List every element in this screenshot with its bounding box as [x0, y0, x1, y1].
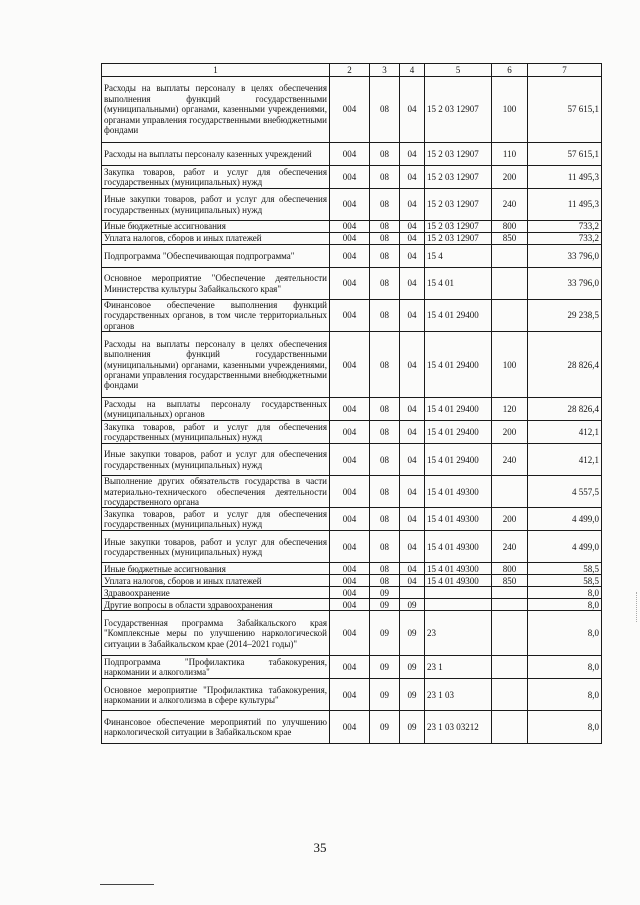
cell-grbs: 004: [330, 143, 370, 166]
table-row: [102, 189, 602, 221]
cell-grbs: 004: [330, 711, 370, 744]
cell-expense-type: 240: [492, 531, 528, 563]
cell-subsection: 04: [400, 476, 425, 508]
cell-name: Другие вопросы в области здравоохранения: [102, 599, 330, 611]
cell-expense-type: 200: [492, 166, 528, 189]
cell-section: 08: [370, 221, 400, 233]
cell-section: 09: [370, 656, 400, 679]
cell-section: 08: [370, 575, 400, 587]
cell-expense-type: 110: [492, 143, 528, 166]
cell-subsection: 04: [400, 531, 425, 563]
cell-subsection: 04: [400, 233, 425, 245]
page-number: 35: [313, 840, 327, 855]
cell-subsection: 09: [400, 711, 425, 744]
table-row: [102, 233, 602, 245]
cell-expense-type: 100: [492, 332, 528, 398]
cell-name: Основное мероприятие "Обеспечение деятельности Министерства культуры Забайкальского края": [102, 268, 330, 300]
cell-target-code: 23: [425, 611, 492, 656]
cell-name: Иные закупки товаров, работ и услуг для обеспечения государственных (муниципальных) нужд: [102, 189, 330, 221]
cell-expense-type: 200: [492, 508, 528, 531]
cell-grbs: 004: [330, 611, 370, 656]
cell-name: Закупка товаров, работ и услуг для обеспечения государственных (муниципальных) нужд: [102, 421, 330, 444]
cell-name: Иные бюджетные ассигнования: [102, 563, 330, 575]
cell-subsection: 04: [400, 421, 425, 444]
margin-mark: [636, 592, 637, 622]
cell-name: Уплата налогов, сборов и иных платежей: [102, 233, 330, 245]
cell-section: 09: [370, 679, 400, 711]
cell-target-code: 15 2 03 12907: [425, 189, 492, 221]
cell-expense-type: 850: [492, 575, 528, 587]
cell-section: 08: [370, 563, 400, 575]
cell-target-code: 15 2 03 12907: [425, 233, 492, 245]
table-row: [102, 476, 602, 508]
table-row: [102, 221, 602, 233]
cell-expense-type: 800: [492, 563, 528, 575]
cell-target-code: 15 2 03 12907: [425, 221, 492, 233]
cell-expense-type: [492, 679, 528, 711]
table-row: [102, 421, 602, 444]
cell-name: Расходы на выплаты персоналу государственных (муниципальных) органов: [102, 398, 330, 421]
cell-grbs: 004: [330, 398, 370, 421]
cell-subsection: 04: [400, 221, 425, 233]
cell-subsection: 04: [400, 563, 425, 575]
cell-amount: 4 499,0: [528, 508, 602, 531]
cell-grbs: 004: [330, 166, 370, 189]
cell-subsection: 04: [400, 143, 425, 166]
cell-target-code: 15 4 01 29400: [425, 300, 492, 332]
cell-target-code: 23 1: [425, 656, 492, 679]
table-row: [102, 563, 602, 575]
cell-amount: 58,5: [528, 563, 602, 575]
table-row: [102, 398, 602, 421]
cell-section: 08: [370, 245, 400, 268]
cell-amount: 4 557,5: [528, 476, 602, 508]
table-row: [102, 245, 602, 268]
table-row: [102, 143, 602, 166]
cell-expense-type: [492, 245, 528, 268]
cell-target-code: 15 4 01 29400: [425, 421, 492, 444]
cell-grbs: 004: [330, 444, 370, 476]
cell-section: 08: [370, 421, 400, 444]
cell-target-code: 23 1 03 03212: [425, 711, 492, 744]
cell-expense-type: [492, 300, 528, 332]
column-header: 3: [370, 64, 400, 77]
cell-name: Закупка товаров, работ и услуг для обеспечения государственных (муниципальных) нужд: [102, 508, 330, 531]
cell-name: Иные закупки товаров, работ и услуг для обеспечения государственных (муниципальных) нужд: [102, 531, 330, 563]
cell-expense-type: [492, 587, 528, 599]
cell-amount: 29 238,5: [528, 300, 602, 332]
table-row: [102, 656, 602, 679]
footer-rule: [100, 884, 154, 885]
cell-subsection: 04: [400, 575, 425, 587]
cell-expense-type: 240: [492, 189, 528, 221]
cell-amount: 8,0: [528, 587, 602, 599]
cell-grbs: 004: [330, 575, 370, 587]
table-body: [102, 77, 602, 744]
cell-subsection: 04: [400, 444, 425, 476]
cell-name: Подпрограмма "Профилактика табакокурения, наркомании и алкоголизма": [102, 656, 330, 679]
cell-section: 08: [370, 166, 400, 189]
cell-expense-type: 240: [492, 444, 528, 476]
cell-section: 08: [370, 531, 400, 563]
column-header: 7: [528, 64, 602, 77]
cell-target-code: 15 4: [425, 245, 492, 268]
cell-grbs: 004: [330, 245, 370, 268]
cell-expense-type: 850: [492, 233, 528, 245]
cell-name: Основное мероприятие "Профилактика табакокурения, наркомании и алкоголизма в сфере культуры": [102, 679, 330, 711]
cell-amount: 733,2: [528, 221, 602, 233]
cell-amount: 57 615,1: [528, 77, 602, 143]
cell-amount: 8,0: [528, 679, 602, 711]
cell-subsection: 04: [400, 77, 425, 143]
cell-section: 08: [370, 189, 400, 221]
cell-amount: 33 796,0: [528, 245, 602, 268]
cell-name: Подпрограмма "Обеспечивающая подпрограмма": [102, 245, 330, 268]
cell-section: 08: [370, 398, 400, 421]
cell-grbs: 004: [330, 563, 370, 575]
column-header: 4: [400, 64, 425, 77]
cell-grbs: 004: [330, 531, 370, 563]
table-row: [102, 575, 602, 587]
cell-section: 08: [370, 332, 400, 398]
cell-subsection: 09: [400, 599, 425, 611]
cell-section: 08: [370, 77, 400, 143]
cell-expense-type: [492, 476, 528, 508]
cell-target-code: 15 4 01 49300: [425, 531, 492, 563]
cell-name: Финансовое обеспечение мероприятий по улучшению наркологической ситуации в Забайкальском крае: [102, 711, 330, 744]
cell-amount: 4 499,0: [528, 531, 602, 563]
cell-target-code: 15 4 01 49300: [425, 508, 492, 531]
cell-subsection: 09: [400, 679, 425, 711]
cell-grbs: 004: [330, 300, 370, 332]
cell-subsection: 04: [400, 508, 425, 531]
cell-name: Расходы на выплаты персоналу в целях обеспечения выполнения функций государственными (муниципальными) органами, казенными учреждениями, органами управления государственными внебюджетными фондами: [102, 77, 330, 143]
cell-target-code: 15 2 03 12907: [425, 143, 492, 166]
cell-grbs: 004: [330, 476, 370, 508]
cell-name: Финансовое обеспечение выполнения функций государственных органов, в том числе территориальных органов: [102, 300, 330, 332]
cell-name: Закупка товаров, работ и услуг для обеспечения государственных (муниципальных) нужд: [102, 166, 330, 189]
cell-grbs: 004: [330, 679, 370, 711]
cell-grbs: 004: [330, 421, 370, 444]
cell-amount: 8,0: [528, 611, 602, 656]
cell-grbs: 004: [330, 332, 370, 398]
cell-expense-type: [492, 599, 528, 611]
cell-subsection: 09: [400, 656, 425, 679]
cell-target-code: 15 4 01 49300: [425, 476, 492, 508]
cell-name: Расходы на выплаты персоналу казенных учреждений: [102, 143, 330, 166]
table-row: [102, 711, 602, 744]
cell-amount: 28 826,4: [528, 332, 602, 398]
cell-expense-type: 100: [492, 77, 528, 143]
cell-grbs: 004: [330, 77, 370, 143]
table-row: [102, 611, 602, 656]
cell-section: 09: [370, 599, 400, 611]
cell-name: Государственная программа Забайкальского края "Комплексные меры по улучшению наркологической ситуации в Забайкальском крае (2014–2021 годы)": [102, 611, 330, 656]
cell-amount: 33 796,0: [528, 268, 602, 300]
cell-amount: 8,0: [528, 656, 602, 679]
cell-expense-type: [492, 711, 528, 744]
cell-subsection: 04: [400, 332, 425, 398]
cell-expense-type: 200: [492, 421, 528, 444]
cell-section: 08: [370, 508, 400, 531]
cell-section: 09: [370, 587, 400, 599]
cell-grbs: 004: [330, 587, 370, 599]
table-row: [102, 444, 602, 476]
cell-amount: 412,1: [528, 421, 602, 444]
table-header-row: [102, 64, 602, 77]
cell-name: Иные бюджетные ассигнования: [102, 221, 330, 233]
cell-expense-type: [492, 268, 528, 300]
table-row: [102, 268, 602, 300]
table-row: [102, 300, 602, 332]
cell-amount: 11 495,3: [528, 189, 602, 221]
cell-amount: 58,5: [528, 575, 602, 587]
cell-section: 08: [370, 268, 400, 300]
cell-grbs: 004: [330, 656, 370, 679]
cell-target-code: 15 2 03 12907: [425, 166, 492, 189]
cell-amount: 8,0: [528, 711, 602, 744]
cell-grbs: 004: [330, 268, 370, 300]
cell-target-code: 15 4 01 49300: [425, 563, 492, 575]
table-row: [102, 531, 602, 563]
column-header: 5: [425, 64, 492, 77]
column-header: 1: [102, 64, 330, 77]
cell-grbs: 004: [330, 221, 370, 233]
table-row: [102, 587, 602, 599]
cell-grbs: 004: [330, 508, 370, 531]
cell-section: 08: [370, 444, 400, 476]
cell-amount: 57 615,1: [528, 143, 602, 166]
cell-target-code: 15 4 01 49300: [425, 575, 492, 587]
cell-target-code: 15 4 01: [425, 268, 492, 300]
cell-name: Выполнение других обязательств государства в части материально-технического обеспечения деятельности государственного органа: [102, 476, 330, 508]
cell-section: 09: [370, 611, 400, 656]
table-row: [102, 508, 602, 531]
cell-expense-type: [492, 611, 528, 656]
table-row: [102, 77, 602, 143]
cell-name: Расходы на выплаты персоналу в целях обеспечения выполнения функций государственными (муниципальными) органами, казенными учреждениями, органами управления государственными внебюджетными фондами: [102, 332, 330, 398]
cell-grbs: 004: [330, 599, 370, 611]
table-row: [102, 166, 602, 189]
cell-expense-type: 800: [492, 221, 528, 233]
cell-amount: 11 495,3: [528, 166, 602, 189]
cell-target-code: 15 2 03 12907: [425, 77, 492, 143]
cell-section: 08: [370, 233, 400, 245]
cell-grbs: 004: [330, 233, 370, 245]
table-row: [102, 599, 602, 611]
cell-section: 08: [370, 143, 400, 166]
cell-target-code: [425, 599, 492, 611]
cell-amount: 733,2: [528, 233, 602, 245]
column-header: 6: [492, 64, 528, 77]
budget-table: [101, 63, 602, 744]
cell-subsection: 04: [400, 189, 425, 221]
cell-subsection: 04: [400, 268, 425, 300]
cell-target-code: [425, 587, 492, 599]
cell-section: 09: [370, 711, 400, 744]
cell-grbs: 004: [330, 189, 370, 221]
cell-name: Иные закупки товаров, работ и услуг для обеспечения государственных (муниципальных) нужд: [102, 444, 330, 476]
cell-section: 08: [370, 476, 400, 508]
column-header: 2: [330, 64, 370, 77]
table-row: [102, 679, 602, 711]
cell-target-code: 23 1 03: [425, 679, 492, 711]
cell-expense-type: 120: [492, 398, 528, 421]
cell-expense-type: [492, 656, 528, 679]
cell-subsection: 04: [400, 398, 425, 421]
cell-subsection: [400, 587, 425, 599]
cell-amount: 28 826,4: [528, 398, 602, 421]
cell-subsection: 09: [400, 611, 425, 656]
cell-subsection: 04: [400, 245, 425, 268]
cell-amount: 8,0: [528, 599, 602, 611]
cell-section: 08: [370, 300, 400, 332]
cell-target-code: 15 4 01 29400: [425, 398, 492, 421]
cell-subsection: 04: [400, 166, 425, 189]
cell-target-code: 15 4 01 29400: [425, 332, 492, 398]
cell-target-code: 15 4 01 29400: [425, 444, 492, 476]
cell-name: Уплата налогов, сборов и иных платежей: [102, 575, 330, 587]
cell-amount: 412,1: [528, 444, 602, 476]
cell-subsection: 04: [400, 300, 425, 332]
cell-name: Здравоохранение: [102, 587, 330, 599]
table-row: [102, 332, 602, 398]
